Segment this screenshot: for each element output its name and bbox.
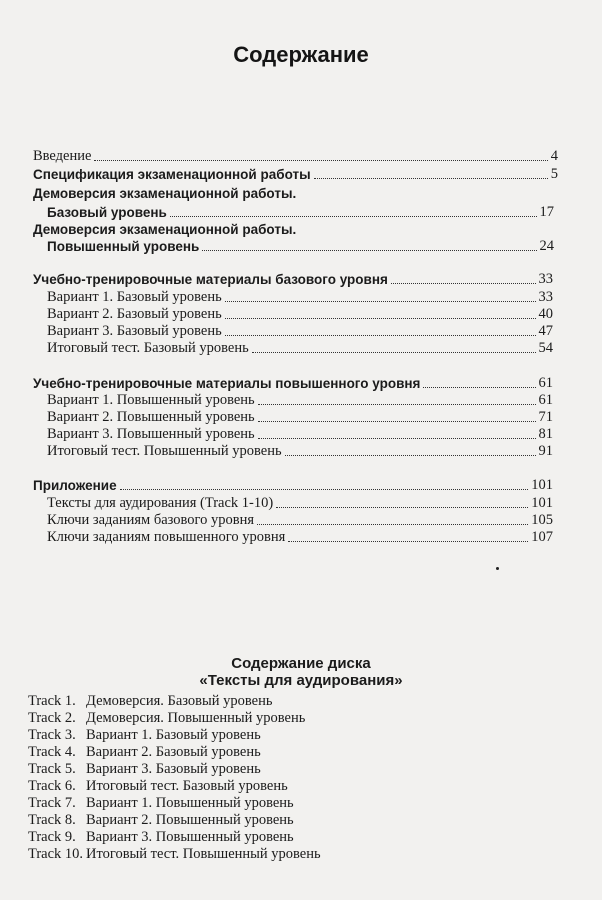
dot-leader (225, 301, 536, 302)
toc-label: Базовый уровень (47, 205, 167, 220)
track-number: Track 4. (28, 744, 76, 760)
dot-leader (202, 250, 536, 251)
dot-leader (120, 489, 529, 490)
track-item[interactable] (28, 812, 294, 829)
dot-leader (391, 283, 536, 284)
track-title: Демоверсия. Базовый уровень (86, 693, 273, 709)
toc-row-basic-2[interactable] (47, 306, 553, 323)
track-number: Track 8. (28, 812, 76, 828)
track-number: Track 1. (28, 693, 76, 709)
track-item[interactable] (28, 778, 288, 795)
toc-page: 4 (550, 148, 558, 164)
track-number: Track 7. (28, 795, 76, 811)
toc-row-demo-basic[interactable] (47, 204, 554, 221)
toc-row-appendix-2[interactable] (47, 512, 553, 529)
dot-leader (258, 421, 536, 422)
track-title: Демоверсия. Повышенный уровень (86, 710, 306, 726)
toc-page: 101 (531, 477, 553, 493)
toc-page: 33 (538, 289, 553, 305)
toc-label: Учебно-тренировочные материалы повышенного уровня (33, 376, 421, 391)
track-item[interactable] (28, 744, 261, 761)
toc-label: Итоговый тест. Базовый уровень (47, 340, 249, 356)
toc-page: 33 (538, 271, 553, 287)
track-number: Track 5. (28, 761, 76, 777)
track-item[interactable] (28, 795, 294, 812)
track-number: Track 10. (28, 846, 84, 862)
toc-label: Итоговый тест. Повышенный уровень (47, 443, 282, 459)
toc-page: 81 (538, 426, 553, 442)
toc-page: 71 (538, 409, 553, 425)
toc-row-basic-test[interactable] (47, 340, 553, 357)
toc-label: Ключи заданиям повышенного уровня (47, 529, 286, 545)
toc-row-basic-3[interactable] (47, 323, 553, 340)
track-number: Track 6. (28, 778, 76, 794)
dot-leader (225, 318, 536, 319)
track-title: Вариант 3. Повышенный уровень (86, 829, 294, 845)
track-title: Вариант 2. Базовый уровень (86, 744, 261, 760)
toc-label: Вариант 1. Базовый уровень (47, 289, 222, 305)
toc-page: 107 (531, 529, 553, 545)
dot-leader (257, 524, 528, 525)
track-item[interactable] (28, 727, 261, 744)
toc-label: Вариант 2. Повышенный уровень (47, 409, 255, 425)
toc-heading-demo: Демоверсия экзаменационной работы. (33, 186, 297, 201)
dot-leader (252, 352, 536, 353)
track-title: Вариант 3. Базовый уровень (86, 761, 261, 777)
track-item[interactable] (28, 829, 294, 846)
toc-row-advanced-section[interactable] (33, 375, 553, 392)
toc-page: 47 (538, 323, 553, 339)
toc-row-advanced-2[interactable] (47, 409, 553, 426)
toc-page: 61 (538, 375, 553, 391)
disc-subtitle: «Тексты для аудирования» (199, 672, 403, 689)
dot-leader (94, 160, 547, 161)
toc-label: Учебно-тренировочные материалы базового уровня (33, 272, 388, 287)
dot-leader (258, 438, 536, 439)
toc-row-demo-advanced[interactable] (47, 238, 554, 255)
toc-page: 61 (538, 392, 553, 408)
track-item[interactable] (28, 761, 261, 778)
track-item[interactable] (28, 693, 272, 710)
toc-row-advanced-1[interactable] (47, 392, 553, 409)
track-title: Вариант 1. Базовый уровень (86, 727, 261, 743)
track-number: Track 2. (28, 710, 76, 726)
stray-dot (496, 567, 499, 570)
dot-leader (285, 455, 536, 456)
disc-title: Содержание диска (231, 655, 371, 672)
toc-page: 91 (538, 443, 553, 459)
track-number: Track 3. (28, 727, 76, 743)
dot-leader (258, 404, 536, 405)
toc-label: Тексты для аудирования (Track 1-10) (47, 495, 274, 511)
toc-label: Вариант 1. Повышенный уровень (47, 392, 255, 408)
toc-page: 105 (531, 512, 553, 528)
toc-page: 24 (539, 238, 554, 254)
toc-label: Ключи заданиям базового уровня (47, 512, 255, 528)
dot-leader (423, 387, 535, 388)
toc-label: Вариант 2. Базовый уровень (47, 306, 222, 322)
toc-row-basic-1[interactable] (47, 289, 553, 306)
toc-page: 101 (531, 495, 553, 511)
dot-leader (170, 216, 537, 217)
toc-row-appendix-3[interactable] (47, 529, 553, 546)
track-number: Track 9. (28, 829, 76, 845)
track-title: Итоговый тест. Повышенный уровень (86, 846, 321, 862)
toc-row-advanced-test[interactable] (47, 443, 553, 460)
dot-leader (314, 178, 548, 179)
track-item[interactable] (28, 846, 321, 863)
dot-leader (288, 541, 528, 542)
track-title: Вариант 1. Повышенный уровень (86, 795, 294, 811)
toc-row-basic-section[interactable] (33, 271, 553, 288)
toc-heading-demo2: Демоверсия экзаменационной работы. (33, 222, 297, 237)
toc-label: Спецификация экзаменационной работы (33, 167, 311, 182)
toc-page: 17 (539, 204, 554, 220)
toc-row-appendix[interactable] (33, 477, 553, 494)
track-title: Итоговый тест. Базовый уровень (86, 778, 288, 794)
toc-label: Введение (33, 148, 92, 164)
page-title: Содержание (233, 42, 369, 67)
toc-label: Повышенный уровень (47, 239, 200, 254)
toc-row-intro[interactable] (33, 148, 558, 165)
toc-page: 5 (550, 166, 558, 182)
dot-leader (225, 335, 536, 336)
toc-label: Вариант 3. Повышенный уровень (47, 426, 255, 442)
track-item[interactable] (28, 710, 305, 727)
toc-row-appendix-1[interactable] (47, 495, 553, 512)
toc-page: 54 (538, 340, 553, 356)
track-title: Вариант 2. Повышенный уровень (86, 812, 294, 828)
dot-leader (276, 507, 528, 508)
toc-row-advanced-3[interactable] (47, 426, 553, 443)
toc-page: 40 (538, 306, 553, 322)
toc-row-spec[interactable] (33, 166, 558, 183)
toc-label: Приложение (33, 478, 117, 493)
toc-label: Вариант 3. Базовый уровень (47, 323, 222, 339)
